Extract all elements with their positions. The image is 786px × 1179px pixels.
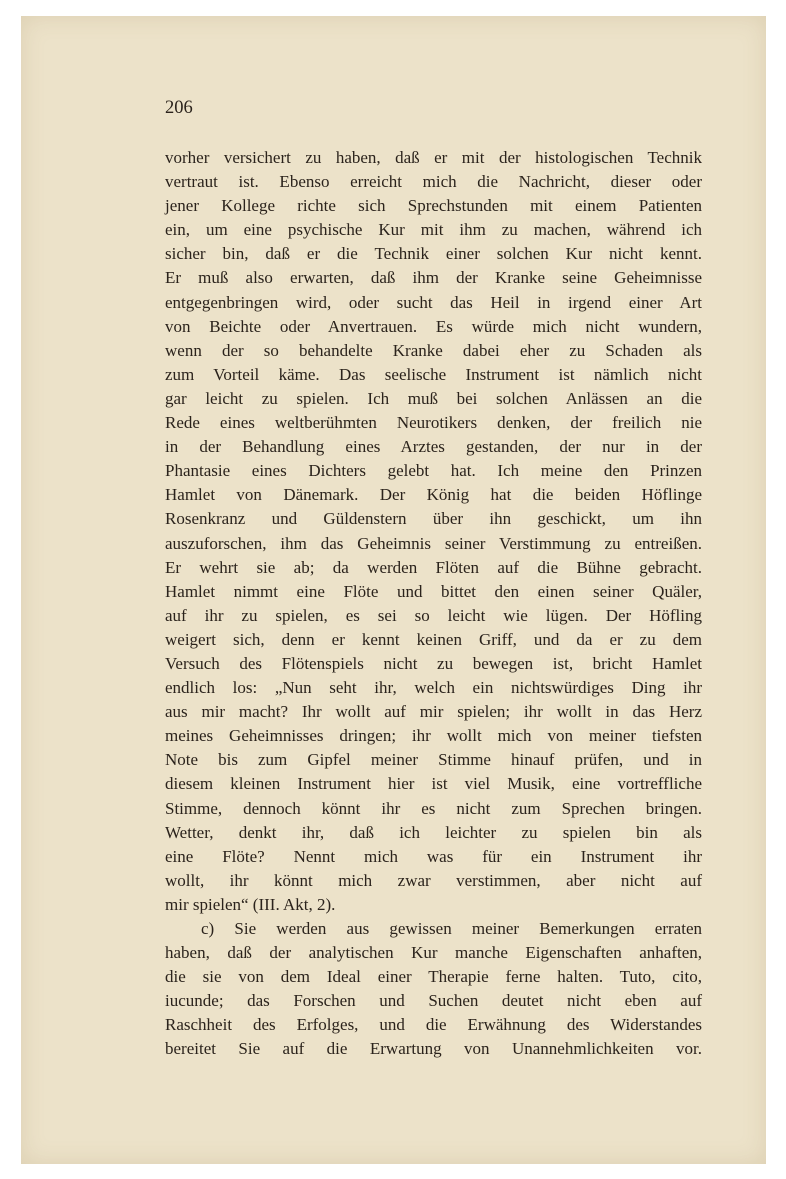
text-line: Wetter, denkt ihr, daß ich leichter zu spielen bin als [165,822,702,842]
text-line: Versuch des Flötenspiels nicht zu bewegen ist, bricht Hamlet [165,653,702,673]
text-line: bereitet Sie auf die Erwartung von Unannehmlichkeiten vor. [165,1039,702,1059]
text-line: mir spielen“ (III. Akt, 2). [165,894,336,914]
text-line: Hamlet von Dänemark. Der König hat die beiden Höflinge [165,485,702,505]
text-line: ein, um eine psychische Kur mit ihm zu machen, während ich [165,220,702,240]
text-line: entgegenbringen wird, oder sucht das Heil in irgend einer Art [165,292,702,312]
body-text [165,146,702,1062]
text-line: Er muß also erwarten, daß ihm der Kranke seine Geheimnisse [165,268,702,288]
text-line: c) Sie werden aus gewissen meiner Bemerkungen erraten [201,919,702,938]
text-line: gar leicht zu spielen. Ich muß bei solchen Anlässen an die [165,388,702,408]
text-line: iucunde; das Forschen und Suchen deutet nicht eben auf [165,991,702,1011]
text-line: endlich los: „Nun seht ihr, welch ein nichtswürdiges Ding ihr [165,678,702,698]
text-line: sicher bin, daß er die Technik einer solchen Kur nicht kennt. [165,244,702,264]
text-line: zum Vorteil käme. Das seelische Instrument ist nämlich nicht [165,364,702,384]
text-line: auf ihr zu spielen, es sei so leicht wie lügen. Der Höfling [165,605,702,625]
page-number: 206 [165,98,193,118]
text-line: diesem kleinen Instrument hier ist viel Musik, eine vortreffliche [165,774,702,794]
text-line: in der Behandlung eines Arztes gestanden, der nur in der [165,437,702,457]
text-line: Raschheit des Erfolges, und die Erwähnung des Widerstandes [165,1015,702,1035]
text-line: Er wehrt sie ab; da werden Flöten auf die Bühne gebracht. [165,557,702,577]
text-line: aus mir macht? Ihr wollt auf mir spielen; ihr wollt in das Herz [165,702,702,722]
text-line: wollt, ihr könnt mich zwar verstimmen, aber nicht auf [165,870,702,890]
text-line: Phantasie eines Dichters gelebt hat. Ich meine den Prinzen [165,461,702,481]
text-line: Stimme, dennoch könnt ihr es nicht zum Sprechen bringen. [165,798,702,818]
text-line: meines Geheimnisses dringen; ihr wollt mich von meiner tiefsten [165,726,702,746]
text-line: Rosenkranz und Güldenstern über ihn geschickt, um ihn [165,509,702,529]
text-line: jener Kollege richte sich Sprechstunden mit einem Patienten [165,196,702,216]
text-line: auszuforschen, ihm das Geheimnis seiner Verstimmung zu entreißen. [165,533,702,553]
text-line: eine Flöte? Nennt mich was für ein Instrument ihr [165,846,702,866]
text-line: von Beichte oder Anvertrauen. Es würde mich nicht wundern, [165,316,702,336]
text-line: Note bis zum Gipfel meiner Stimme hinauf prüfen, und in [165,750,702,770]
text-line: vorher versichert zu haben, daß er mit der histologischen Technik [165,148,702,167]
text-line: wenn der so behandelte Kranke dabei eher zu Schaden als [165,340,702,360]
text-line: Rede eines weltberühmten Neurotikers denken, der freilich nie [165,413,702,433]
text-line: vertraut ist. Ebenso erreicht mich die Nachricht, dieser oder [165,172,702,192]
text-line: haben, daß der analytischen Kur manche Eigenschaften anhaften, [165,943,702,963]
text-line: weigert sich, denn er kennt keinen Griff, und da er zu dem [165,629,702,649]
text-line: Hamlet nimmt eine Flöte und bittet den einen seiner Quäler, [165,581,702,601]
text-line: die sie von dem Ideal einer Therapie ferne halten. Tuto, cito, [165,967,702,987]
